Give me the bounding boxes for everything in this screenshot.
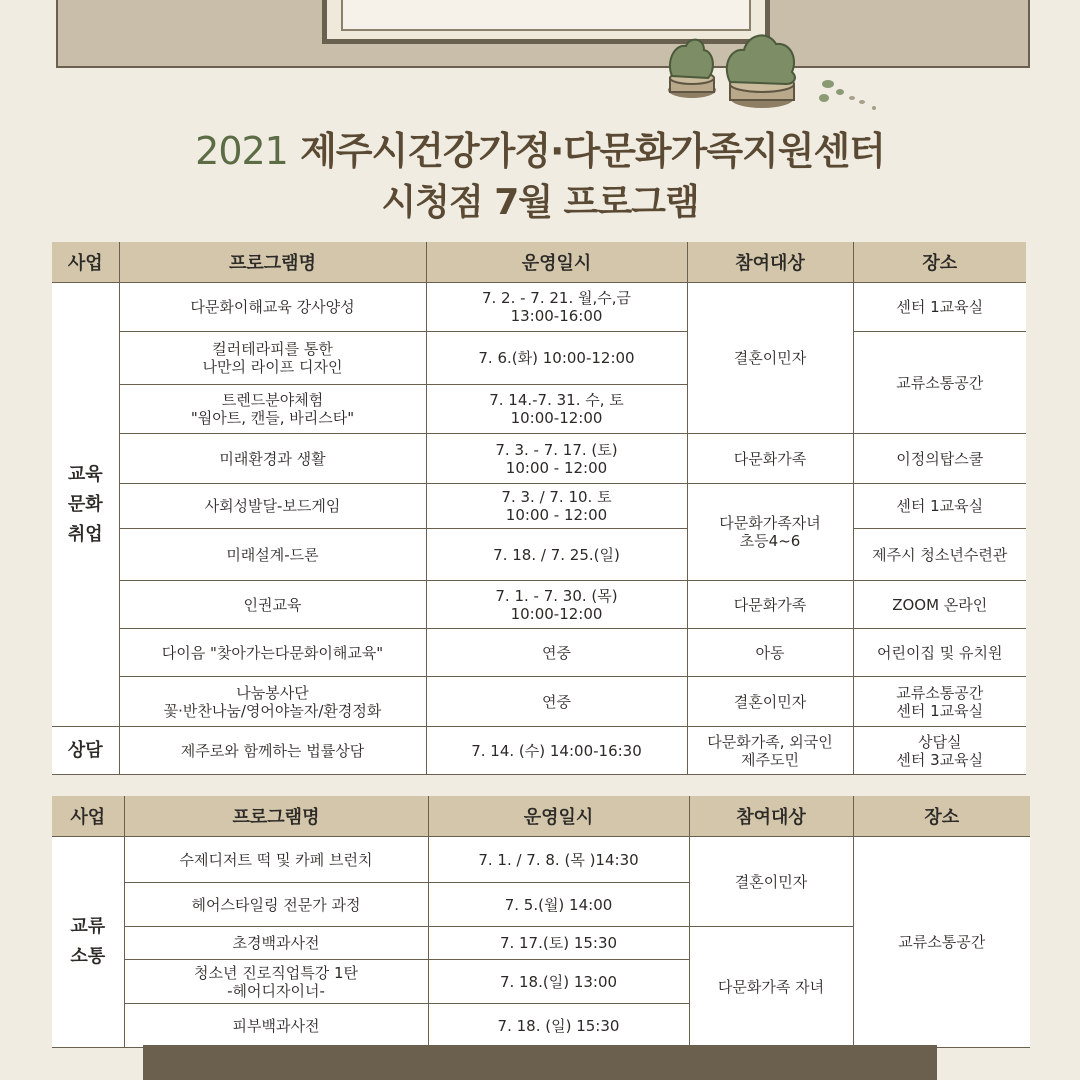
col-header-category: 사업 bbox=[52, 796, 124, 837]
table-row bbox=[52, 434, 1026, 484]
schedule-cell: 7. 14. (수) 14:00-16:30 bbox=[426, 727, 687, 775]
place-cell: 제주시 청소년수련관 bbox=[853, 529, 1026, 581]
program-table-exchange bbox=[52, 796, 1030, 1048]
title-year: 2021 bbox=[195, 129, 288, 173]
target-cell: 다문화가족, 외국인 제주도민 bbox=[687, 727, 853, 775]
page-title bbox=[0, 120, 1080, 175]
schedule-cell: 7. 18. (일) 15:30 bbox=[428, 1004, 689, 1048]
program-table-education bbox=[52, 242, 1026, 775]
table-header-row bbox=[52, 796, 1030, 837]
program-cell: 미래설계-드론 bbox=[119, 529, 426, 581]
table-row bbox=[52, 727, 1026, 775]
schedule-cell: 7. 14.-7. 31. 수, 토 10:00-12:00 bbox=[426, 385, 687, 434]
plant-pots-illustration bbox=[664, 22, 804, 122]
col-header-schedule: 운영일시 bbox=[428, 796, 689, 837]
program-cell: 헤어스타일링 전문가 과정 bbox=[124, 883, 428, 927]
table-row bbox=[52, 484, 1026, 529]
place-cell: 교류소통공간 bbox=[853, 837, 1030, 1048]
place-cell: 교류소통공간 bbox=[853, 332, 1026, 434]
schedule-cell: 7. 18.(일) 13:00 bbox=[428, 960, 689, 1004]
program-cell: 피부백과사전 bbox=[124, 1004, 428, 1048]
col-header-program: 프로그램명 bbox=[124, 796, 428, 837]
col-header-place: 장소 bbox=[853, 796, 1030, 837]
category-cell: 교육 문화 취업 bbox=[52, 283, 119, 727]
place-cell: 센터 1교육실 bbox=[853, 484, 1026, 529]
schedule-cell: 7. 2. - 7. 21. 월,수,금 13:00-16:00 bbox=[426, 283, 687, 332]
pebbles-illustration bbox=[800, 70, 890, 120]
schedule-cell: 연중 bbox=[426, 677, 687, 727]
program-cell: 사회성발달-보드게임 bbox=[119, 484, 426, 529]
target-cell: 결혼이민자 bbox=[687, 677, 853, 727]
table-row bbox=[52, 529, 1026, 581]
title-center-name: 제주시건강가정·다문화가족지원센터 bbox=[300, 129, 885, 173]
col-header-target: 참여대상 bbox=[689, 796, 853, 837]
program-cell: 다문화이해교육 강사양성 bbox=[119, 283, 426, 332]
program-cell: 청소년 진로직업특강 1탄 -헤어디자이너- bbox=[124, 960, 428, 1004]
table-row bbox=[52, 629, 1026, 677]
program-cell: 트렌드분야체험 "웜아트, 캔들, 바리스타" bbox=[119, 385, 426, 434]
schedule-cell: 7. 17.(토) 15:30 bbox=[428, 927, 689, 960]
program-cell: 미래환경과 생활 bbox=[119, 434, 426, 484]
schedule-cell: 연중 bbox=[426, 629, 687, 677]
schedule-cell: 7. 18. / 7. 25.(일) bbox=[426, 529, 687, 581]
place-cell: ZOOM 온라인 bbox=[853, 581, 1026, 629]
program-cell: 나눔봉사단 꽃·반찬나눔/영어야놀자/환경정화 bbox=[119, 677, 426, 727]
target-cell: 다문화가족자녀 초등4~6 bbox=[687, 484, 853, 581]
schedule-cell: 7. 5.(월) 14:00 bbox=[428, 883, 689, 927]
target-cell: 다문화가족 bbox=[687, 434, 853, 484]
program-cell: 다이음 "찾아가는다문화이해교육" bbox=[119, 629, 426, 677]
table-row bbox=[52, 581, 1026, 629]
schedule-cell: 7. 1. / 7. 8. (목 )14:30 bbox=[428, 837, 689, 883]
program-cell: 초경백과사전 bbox=[124, 927, 428, 960]
col-header-program: 프로그램명 bbox=[119, 242, 426, 283]
program-cell: 컬러테라피를 통한 나만의 라이프 디자인 bbox=[119, 332, 426, 385]
schedule-cell: 7. 3. / 7. 10. 토 10:00 - 12:00 bbox=[426, 484, 687, 529]
program-cell: 인권교육 bbox=[119, 581, 426, 629]
place-cell: 어린이집 및 유치원 bbox=[853, 629, 1026, 677]
col-header-place: 장소 bbox=[853, 242, 1026, 283]
table-row bbox=[52, 677, 1026, 727]
program-cell: 제주로와 함께하는 법률상담 bbox=[119, 727, 426, 775]
target-cell: 다문화가족 자녀 bbox=[689, 927, 853, 1048]
schedule-cell: 7. 3. - 7. 17. (토) 10:00 - 12:00 bbox=[426, 434, 687, 484]
table-header-row bbox=[52, 242, 1026, 283]
page-subtitle: 시청점 7월 프로그램 bbox=[381, 182, 699, 223]
target-cell: 결혼이민자 bbox=[687, 283, 853, 434]
category-cell: 교류 소통 bbox=[52, 837, 124, 1048]
target-cell: 다문화가족 bbox=[687, 581, 853, 629]
col-header-target: 참여대상 bbox=[687, 242, 853, 283]
schedule-cell: 7. 6.(화) 10:00-12:00 bbox=[426, 332, 687, 385]
place-cell: 상담실 센터 3교육실 bbox=[853, 727, 1026, 775]
table-row bbox=[52, 837, 1030, 883]
target-cell: 아동 bbox=[687, 629, 853, 677]
target-cell: 결혼이민자 bbox=[689, 837, 853, 927]
table-row bbox=[52, 332, 1026, 385]
category-cell: 상담 bbox=[52, 727, 119, 775]
place-cell: 센터 1교육실 bbox=[853, 283, 1026, 332]
table-row bbox=[52, 283, 1026, 332]
place-cell: 교류소통공간 센터 1교육실 bbox=[853, 677, 1026, 727]
program-cell: 수제디저트 떡 및 카페 브런치 bbox=[124, 837, 428, 883]
col-header-category: 사업 bbox=[52, 242, 119, 283]
col-header-schedule: 운영일시 bbox=[426, 242, 687, 283]
schedule-cell: 7. 1. - 7. 30. (목) 10:00-12:00 bbox=[426, 581, 687, 629]
bottom-decoration-strip bbox=[143, 1045, 937, 1080]
place-cell: 이정의탑스쿨 bbox=[853, 434, 1026, 484]
